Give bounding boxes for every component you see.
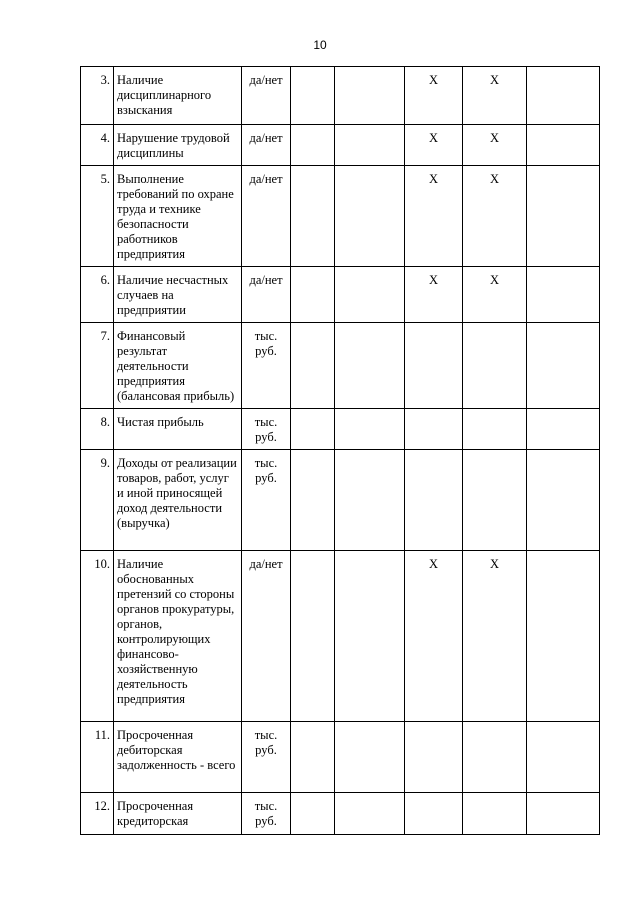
unit-cell: да/нет (242, 166, 291, 267)
row-number: 5. (81, 166, 114, 267)
indicator-name: Наличие дисциплинарного взыскания (114, 67, 242, 125)
unit-cell: тыс. руб. (242, 409, 291, 450)
value-cell (291, 722, 335, 793)
value-cell (291, 125, 335, 166)
value-cell (527, 793, 600, 835)
mark-cell: X (463, 551, 527, 722)
mark-cell: X (463, 67, 527, 125)
value-cell (335, 793, 405, 835)
table-row (81, 722, 600, 793)
row-number: 12. (81, 793, 114, 835)
table-row (81, 450, 600, 551)
value-cell (335, 67, 405, 125)
row-number: 9. (81, 450, 114, 551)
unit-cell: да/нет (242, 125, 291, 166)
table-row (81, 323, 600, 409)
table-row (81, 793, 600, 835)
value-cell (335, 267, 405, 323)
value-cell (463, 409, 527, 450)
indicator-name: Чистая прибыль (114, 409, 242, 450)
mark-cell: X (405, 125, 463, 166)
table-row (81, 125, 600, 166)
unit-cell: да/нет (242, 551, 291, 722)
unit-cell: да/нет (242, 267, 291, 323)
table-row (81, 166, 600, 267)
value-cell (463, 450, 527, 551)
value-cell (291, 323, 335, 409)
value-cell (335, 166, 405, 267)
value-cell (335, 722, 405, 793)
unit-cell: да/нет (242, 67, 291, 125)
unit-cell: тыс. руб. (242, 323, 291, 409)
mark-cell: X (463, 166, 527, 267)
value-cell (527, 166, 600, 267)
value-cell (405, 409, 463, 450)
row-number: 4. (81, 125, 114, 166)
value-cell (335, 125, 405, 166)
unit-cell: тыс. руб. (242, 450, 291, 551)
indicator-name: Нарушение трудовой дисциплины (114, 125, 242, 166)
value-cell (463, 323, 527, 409)
value-cell (335, 323, 405, 409)
mark-cell: X (405, 166, 463, 267)
table-row (81, 409, 600, 450)
mark-cell: X (405, 67, 463, 125)
indicator-name: Просроченная кредиторская (114, 793, 242, 835)
value-cell (405, 323, 463, 409)
page-number: 10 (313, 38, 327, 52)
row-number: 7. (81, 323, 114, 409)
indicator-name: Просроченная дебиторская задолженность - всего (114, 722, 242, 793)
row-number: 6. (81, 267, 114, 323)
value-cell (527, 125, 600, 166)
value-cell (527, 450, 600, 551)
unit-cell: тыс. руб. (242, 722, 291, 793)
value-cell (335, 450, 405, 551)
row-number: 11. (81, 722, 114, 793)
value-cell (405, 722, 463, 793)
mark-cell: X (405, 551, 463, 722)
indicator-name: Доходы от реализации товаров, работ, услуг и иной приносящей доход деятельности (выручка) (114, 450, 242, 551)
value-cell (527, 722, 600, 793)
row-number: 8. (81, 409, 114, 450)
indicator-name: Финансовый результат деятельности предприятия (балансовая прибыль) (114, 323, 242, 409)
value-cell (291, 793, 335, 835)
table-row (81, 267, 600, 323)
value-cell (335, 551, 405, 722)
row-number: 10. (81, 551, 114, 722)
indicator-name: Наличие несчастных случаев на предприятии (114, 267, 242, 323)
mark-cell: X (463, 267, 527, 323)
value-cell (527, 267, 600, 323)
indicator-name: Выполнение требований по охране труда и технике безопасности работников предприятия (114, 166, 242, 267)
indicator-name: Наличие обоснованных претензий со стороны органов прокуратуры, органов, контролирующих финансово-хозяйственную деятельность предприятия (114, 551, 242, 722)
row-number: 3. (81, 67, 114, 125)
mark-cell: X (463, 125, 527, 166)
value-cell (527, 67, 600, 125)
value-cell (291, 450, 335, 551)
value-cell (405, 793, 463, 835)
table-row (81, 67, 600, 125)
indicators-table (80, 66, 600, 835)
value-cell (527, 551, 600, 722)
value-cell (405, 450, 463, 551)
value-cell (335, 409, 405, 450)
value-cell (291, 409, 335, 450)
value-cell (463, 722, 527, 793)
value-cell (291, 267, 335, 323)
unit-cell: тыс. руб. (242, 793, 291, 835)
value-cell (463, 793, 527, 835)
mark-cell: X (405, 267, 463, 323)
value-cell (527, 323, 600, 409)
table-row (81, 551, 600, 722)
value-cell (291, 551, 335, 722)
value-cell (291, 67, 335, 125)
value-cell (527, 409, 600, 450)
value-cell (291, 166, 335, 267)
